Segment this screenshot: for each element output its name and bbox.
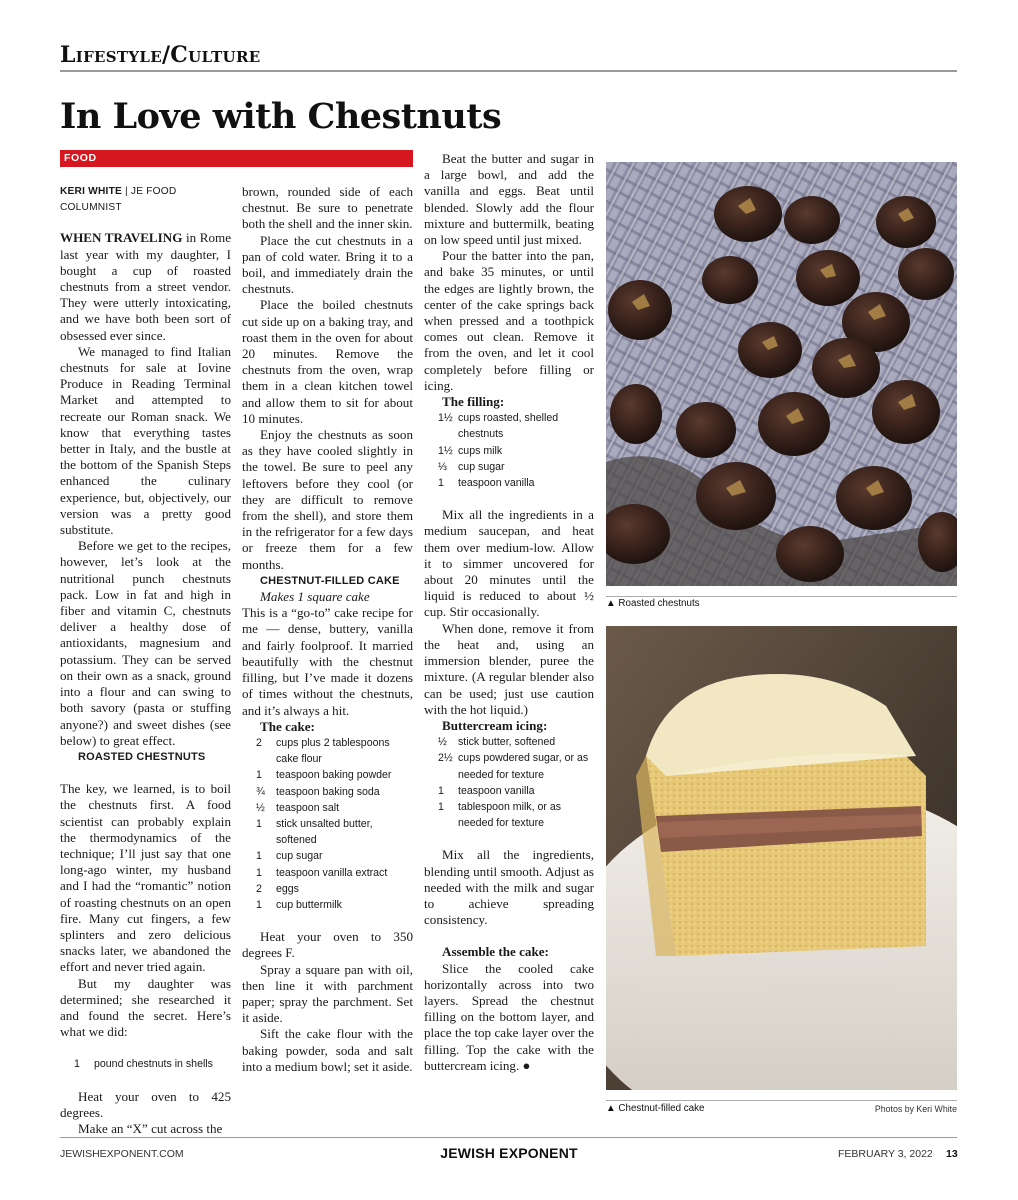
ingredient-item (242, 767, 413, 783)
ingredient-qty: 1 (256, 898, 262, 911)
ingredient-item (242, 865, 413, 881)
ingredient-text: cups milk (458, 444, 503, 457)
paragraph: Place the cut chestnuts in a pan of cold water. Bring it to a boil, and immediately drain the chestnuts. (242, 232, 413, 297)
footer-website: JEWISHEXPONENT.COM (60, 1148, 184, 1160)
ingredient-item (242, 897, 413, 913)
ingredient-item (424, 783, 594, 799)
paragraph: We managed to find Italian chestnuts for sale at Iovine Produce in Reading Terminal Market and attempted to recreate our Roman snack. We know that everything tastes better in Italy, and the bustle at the bottom of the Spanish Steps enhanced the culinary experience, but, objectively, our version was a pretty good substitute. (60, 343, 231, 538)
ingredient-heading: The cake: (260, 718, 315, 734)
paragraph: Place the boiled chestnuts cut side up on a baking tray, and roast them in the oven for about 20 minutes. Remove the chestnuts from the oven, wrap them in a clean kitchen towel and allow them to sit for about 10 minutes. (242, 297, 413, 426)
ingredient-text: cup buttermilk (276, 898, 342, 911)
caption-rule (606, 1100, 957, 1101)
recipe-heading: CHESTNUT-FILLED CAKE (260, 574, 400, 587)
ingredient-text: tablespoon milk, or as needed for texture (458, 800, 562, 830)
ingredient-text: cup sugar (458, 460, 505, 473)
paragraph: Before we get to the recipes, however, let’s look at the nutritional punch chestnuts pack. Low in fat and high in fiber and vitamin C, chestnuts deliver a healthy dose of antioxidants, magnesium and potassium. They can be served on their own as a snack, ground into a flour and can swing to both savory (pasta or stuffing anyone?) and sweet dishes (see below) to great effect. (60, 538, 231, 748)
ingredient-qty: 1 (256, 769, 262, 782)
ingredient-text: teaspoon vanilla (458, 477, 535, 490)
ingredient-item (242, 784, 413, 800)
photo-credit: Photos by Keri White (874, 1104, 957, 1114)
ingredient-text: cups roasted, shelled chestnuts (458, 412, 559, 441)
paragraph: Slice the cooled cake horizontally across into two layers. Spread the chestnut filling on the bottom layer, and place the top cake layer over the filling. Top the cake with the buttercream icing. ● (424, 960, 594, 1073)
paragraph: Beat the butter and sugar in a large bowl, and add the vanilla and eggs. Beat until blended. Slowly add the flour mixture and buttermilk, beating on low speed until just mixed. (424, 151, 594, 248)
ingredient-list (424, 734, 594, 831)
section-title: Lifestyle/Culture (60, 42, 261, 68)
recipe-heading: ROASTED CHESTNUTS (78, 750, 206, 763)
paragraph: Pour the batter into the pan, and bake 35 minutes, or until the edges are lightly brown, the center of the cake springs back when pressed and a toothpick comes out clean. Remove it from the oven, and let it cool completely before filling or icing. (424, 248, 594, 393)
ingredient-text: cup sugar (276, 850, 323, 863)
category-tag: FOOD (64, 152, 97, 164)
ingredient-item (424, 410, 594, 442)
ingredient-qty: 1 (438, 784, 444, 797)
ingredient-item (424, 799, 594, 831)
paragraph: Heat your oven to 425 degrees. (60, 1088, 231, 1120)
paragraph: Enjoy the chestnuts as soon as they have cooled slightly in the towel. Be sure to peel any leftovers before they cool (or they are difficult to remove from the shell), and store them in the refrigerator for a few days or freeze them for a few months. (242, 427, 413, 572)
ingredient-qty: 1½ (438, 412, 453, 425)
ingredient-text: cups powdered sugar, or as needed for texture (458, 752, 589, 781)
paragraph-text: in Rome last year with my daughter, I bought a cup of roasted chestnuts from a street vendor. They were utterly intoxicating, and we have both been sort of obsessed ever since. (60, 230, 232, 343)
ingredient-item (242, 800, 413, 816)
chestnut-cake-photo (606, 626, 957, 1090)
footer-date: FEBRUARY 3, 2022 (838, 1148, 933, 1160)
ingredient-item (424, 734, 594, 750)
ingredient-text: stick unsalted butter, softened (276, 817, 373, 847)
footer-publication: JEWISH EXPONENT (440, 1145, 578, 1161)
ingredient-item (242, 848, 413, 864)
ingredient-text: eggs (276, 882, 299, 895)
ingredient-item (424, 475, 594, 491)
headline: In Love with Chestnuts (60, 96, 502, 137)
column-2 (242, 184, 413, 1075)
ingredient-qty: 2 (256, 882, 262, 895)
ingredient-qty: ½ (256, 801, 265, 814)
chestnut-cake-image (606, 626, 957, 1090)
ingredient-text: teaspoon baking powder (276, 769, 392, 782)
ingredient-text: cups plus 2 tablespoons cake flour (276, 736, 390, 766)
ingredient-qty: ¾ (256, 785, 265, 798)
ingredient-qty: 1½ (438, 444, 453, 457)
ingredient-text: teaspoon baking soda (276, 785, 380, 798)
ingredient-text: teaspoon salt (276, 801, 340, 814)
ingredient-qty: 2½ (438, 752, 453, 765)
ingredient-qty: 1 (438, 800, 444, 813)
ingredient-list (60, 1056, 231, 1072)
ingredient-item (60, 1056, 231, 1072)
footer-rule (60, 1137, 957, 1138)
ingredient-qty: 1 (74, 1058, 80, 1071)
ingredient-qty: ½ (438, 736, 447, 749)
paragraph (60, 230, 231, 343)
category-bar (60, 150, 413, 167)
paragraph: When done, remove it from the heat and, using an immersion blender, puree the mixture. (A regular blender also can be used; just use caution with the hot liquid.) (424, 620, 594, 717)
paragraph: brown, rounded side of each chestnut. Be sure to penetrate both the shell and the inner skin. (242, 184, 413, 232)
ingredient-heading: The filling: (442, 394, 505, 410)
ingredient-qty: 1 (256, 850, 262, 863)
roasted-chestnuts-photo (606, 162, 957, 586)
byline-name: KERI WHITE (60, 186, 122, 197)
ingredient-item (242, 881, 413, 897)
paragraph: Make an “X” cut across the (78, 1120, 223, 1136)
ingredient-text: pound chestnuts in shells (94, 1058, 213, 1071)
recipe-yield: Makes 1 square cake (260, 589, 370, 605)
photo-caption: ▲ Chestnut-filled cake (606, 1103, 705, 1114)
ingredient-qty: 1 (438, 477, 444, 490)
ingredient-qty: 1 (256, 866, 262, 879)
ingredient-heading: Assemble the cake: (442, 944, 549, 960)
header-rule (60, 70, 957, 72)
column-3 (424, 151, 594, 1074)
ingredient-heading: Buttercream icing: (442, 717, 548, 733)
ingredient-qty: ⅓ (438, 460, 447, 473)
ingredient-text: teaspoon vanilla extract (276, 866, 388, 879)
byline-role: | JE FOOD COLUMNIST (60, 186, 177, 214)
paragraph: Mix all the ingredients, blending until smooth. Adjust as needed with the milk and sugar to achieve spreading consistency. (424, 847, 594, 928)
caption-rule (606, 596, 957, 597)
ingredient-item (424, 443, 594, 459)
ingredient-list (424, 410, 594, 491)
photo-caption: ▲ Roasted chestnuts (606, 598, 700, 609)
ingredient-qty: 1 (256, 817, 262, 830)
paragraph: Sift the cake flour with the baking powder, soda and salt into a medium bowl; set it aside. (242, 1026, 413, 1074)
paragraph: But my daughter was determined; she researched it and found the secret. Here’s what we did: (60, 975, 231, 1040)
roasted-chestnuts-image (606, 162, 957, 586)
ingredient-item (242, 735, 413, 767)
ingredient-item (424, 459, 594, 475)
page-number: 13 (946, 1148, 958, 1160)
byline (60, 184, 231, 216)
ingredient-item (424, 750, 594, 782)
paragraph: The key, we learned, is to boil the chestnuts first. A food scientist can probably explain the thermodynamics of the technique; I’ll just say that one long-ago winter, my husband and I had the “romantic” notion of roasting chestnuts on an open fire. Many cut fingers, a few splinters and zero delicious snacks later, we abandoned the effort and never tried again. (60, 781, 231, 975)
lead-in: WHEN TRAVELING (60, 230, 183, 246)
paragraph: Spray a square pan with oil, then line it with parchment paper; spray the parchment. Set it aside. (242, 961, 413, 1026)
paragraph: Heat your oven to 350 degrees F. (242, 929, 413, 961)
ingredient-qty: 2 (256, 736, 262, 749)
ingredient-item (242, 816, 413, 848)
paragraph: Mix all the ingredients in a medium saucepan, and heat them over medium-low. Allow it to simmer uncovered for about 20 minutes until the liquid is reduced to about ½ cup. Stir occasionally. (424, 507, 594, 620)
ingredient-text: teaspoon vanilla (458, 784, 535, 797)
column-1 (60, 184, 231, 1137)
ingredient-text: stick butter, softened (458, 736, 556, 749)
paragraph: This is a “go-to” cake recipe for me — dense, buttery, vanilla and fairly foolproof. It married beautifully with the chestnut filling, but I’ve made it dozens of times without the chestnuts, and it’s always a hit. (242, 605, 413, 718)
ingredient-list (242, 735, 413, 913)
